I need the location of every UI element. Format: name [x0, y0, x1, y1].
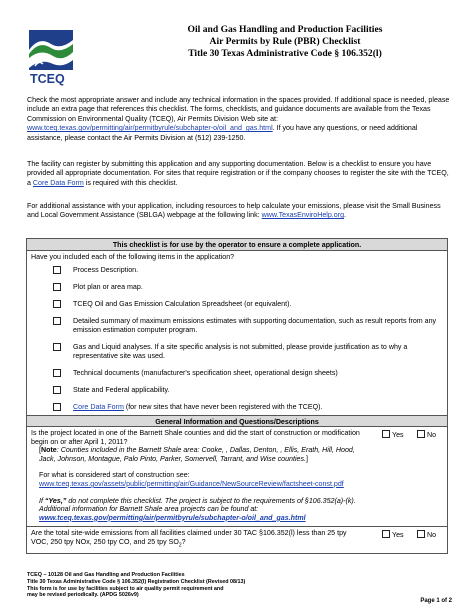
q1-body — [27, 427, 367, 526]
q1-note-label: Note — [40, 446, 57, 455]
q1-start-of-construction — [31, 471, 363, 488]
tceq-logo — [27, 28, 77, 86]
intro-paragraph-3 — [27, 202, 452, 221]
checkbox-emission-spreadsheet[interactable] — [53, 300, 61, 308]
general-band-title: General Information and Questions/Descriptions — [27, 415, 447, 427]
item-label: Plot plan or area map. — [73, 283, 143, 291]
checklist-item — [27, 300, 447, 309]
intro-paragraph-2 — [27, 160, 452, 188]
q2-no-option[interactable] — [417, 529, 436, 539]
q1-if-yes — [31, 497, 363, 525]
q2-no-label: No — [427, 531, 437, 540]
checklist-item — [27, 403, 447, 412]
intro-p3-text: For additional assistance with your application, including resources to help calculate your emissions, please visit the Small Business and Local Government Assistance (SBLGA) webpage at the following link: — [27, 202, 441, 220]
q1-no-checkbox[interactable] — [417, 430, 425, 438]
checklist-table — [26, 238, 448, 554]
q2-end: ? — [181, 537, 186, 546]
core-data-form-link-2[interactable]: Core Data Form — [73, 403, 124, 411]
q1-note-text: : Counties included in the Barnett Shale area: Cooke, , Dallas, Denton, , Ellis, Erath, Hill, Hood, Jack, Johnson, Montague, Palo Pinto, Parker, Somervell, Tarrant, and Wise counties. — [39, 446, 355, 463]
q2-body — [27, 527, 367, 553]
svg-text:TCEQ: TCEQ — [30, 72, 65, 86]
footer-line-2: Title 30 Texas Administrative Code § 106.352(l) Registration Checklist (Revised 08/13) — [27, 578, 246, 585]
checklist-question: Have you included each of the following items in the application? — [31, 253, 235, 261]
document-title — [120, 24, 450, 60]
start-construction-link[interactable]: www.tceq.texas.gov/assets/public/permitting/air/Guidance/NewSourceReview/factsheet-const.pdf — [39, 479, 344, 488]
q1-bracket-open: [ — [39, 446, 41, 455]
q1-yes-label: Yes — [392, 431, 404, 439]
item-label: Gas and Liquid analyses. If a site specific analysis is not submitted, please provide justification as to why a representative site was used. — [73, 343, 408, 360]
intro-p3-tail: . — [344, 211, 347, 220]
intro-p1-text: Check the most appropriate answer and include any technical information in the spaces provided. If additional space is needed, please include an extra page that references this checklist. The forms, checklists, and guidance documents are available from the Texas Commission on Environmental Quality (TCEQ), Air Permits Division Web site at: — [27, 96, 450, 123]
page-number: Page 1 of 2 — [420, 598, 452, 604]
title-line-2: Air Permits by Rule (PBR) Checklist — [209, 36, 361, 47]
q1-if-yes-word: “Yes,” — [44, 496, 67, 505]
intro-paragraph-1 — [27, 96, 452, 143]
q1-yes-checkbox[interactable] — [382, 430, 390, 438]
q2-yes-label: Yes — [392, 531, 404, 540]
checkbox-emission-summary[interactable] — [53, 317, 61, 325]
q1-if-yes-prefix: If — [39, 496, 45, 505]
checklist-item — [27, 369, 447, 378]
q2-subscript: 2 — [178, 542, 182, 549]
question-site-wide-emissions — [27, 526, 447, 553]
q1-bracket-close: ] — [306, 454, 308, 463]
tceq-logo-graphic — [27, 28, 77, 86]
title-line-1: Oil and Gas Handling and Production Facilities — [187, 24, 383, 35]
checkbox-technical-documents[interactable] — [53, 369, 61, 377]
core-data-form-link[interactable]: Core Data Form — [32, 178, 84, 187]
q1-start-label: For what is considered start of construction see: — [39, 471, 190, 480]
checklist-item — [27, 317, 447, 335]
intro-p2-tail: is required with this checklist. — [83, 178, 178, 187]
q2-yes-option[interactable] — [382, 529, 404, 539]
q1-note — [31, 446, 363, 463]
q1-yes-option[interactable] — [382, 429, 404, 439]
checkbox-state-federal[interactable] — [53, 386, 61, 394]
q1-no-label: No — [427, 431, 437, 439]
texas-envirohelp-link[interactable]: www.TexasEnviroHelp.org — [261, 211, 345, 220]
oil-gas-pbr-link[interactable]: www.tceq.texas.gov/permitting/air/permitbyrule/subchapter-o/oil_and_gas.html — [27, 124, 273, 133]
q2-text: Are the total site-wide emissions from all facilities claimed under 30 TAC §106.352(l) less than 25 tpy VOC, 250 tpy NOx, 250 tpy CO, and 25 tpy SO — [31, 529, 347, 546]
checklist-item — [27, 343, 447, 361]
item-label: TCEQ Oil and Gas Emission Calculation Spreadsheet (or equivalent). — [73, 300, 292, 308]
item-label: Technical documents (manufacturer's specification sheet, operational design sheets) — [73, 369, 338, 377]
checkbox-gas-liquid-analyses[interactable] — [53, 343, 61, 351]
checkbox-process-description[interactable] — [53, 266, 61, 274]
checklist-item — [27, 283, 447, 292]
item-label: State and Federal applicability. — [73, 386, 170, 394]
title-line-3: Title 30 Texas Administrative Code § 106.352(l) — [188, 48, 382, 59]
checklist-band-title: This checklist is for use by the operator to ensure a complete application. — [27, 239, 447, 251]
q1-if-yes-text: do not complete this checklist. The project is subject to the requirements of §106.352(a)-(k). Additional information for Barnett Shale area projects can be found at: — [39, 496, 356, 514]
checkbox-core-data-form[interactable] — [53, 403, 61, 411]
q1-text: Is the project located in one of the Barnett Shale counties and did the start of construction or modification begin on or after April 1, 2011? — [31, 429, 360, 446]
checklist-item — [27, 266, 447, 275]
barnett-shale-link[interactable]: www.tceq.texas.gov/permitting/air/permitbyrule/subchapter-o/oil_and_gas.html — [39, 513, 306, 522]
item-label: (for new sites that have never been registered with the TCEQ). — [123, 403, 323, 411]
q2-no-checkbox[interactable] — [417, 530, 425, 538]
footer-line-3: This form is for use by facilities subject to air quality permit requirement and — [27, 585, 224, 592]
intro-p1-tail: . If you have any questions, or need additional assistance, please contact the Air Permits Division at (512) 239-1250. — [27, 124, 418, 142]
q2-yes-checkbox[interactable] — [382, 530, 390, 538]
footer-line-1: TCEQ – 10128 Oil and Gas Handling and Production Facilities — [27, 572, 185, 578]
item-label: Process Description. — [73, 266, 139, 274]
footer-line-4: may be revised periodically. (APDG 5026v9) — [27, 592, 139, 599]
checklist-item — [27, 386, 447, 395]
intro-p2-text: The facility can register by submitting this application and any supporting documentation. Below is a checklist to ensure you have provided all appropriate documentation. For sites that require registration or if the company chooses to register the site with the TCEQ, a — [27, 160, 449, 187]
q1-no-option[interactable] — [417, 429, 436, 439]
checkbox-plot-plan[interactable] — [53, 283, 61, 291]
item-label: Detailed summary of maximum emissions estimates with supporting documentation, such as result reports from any emission estimation computer program. — [73, 317, 437, 334]
question-barnett-shale — [27, 427, 447, 526]
document-footer — [27, 572, 452, 599]
